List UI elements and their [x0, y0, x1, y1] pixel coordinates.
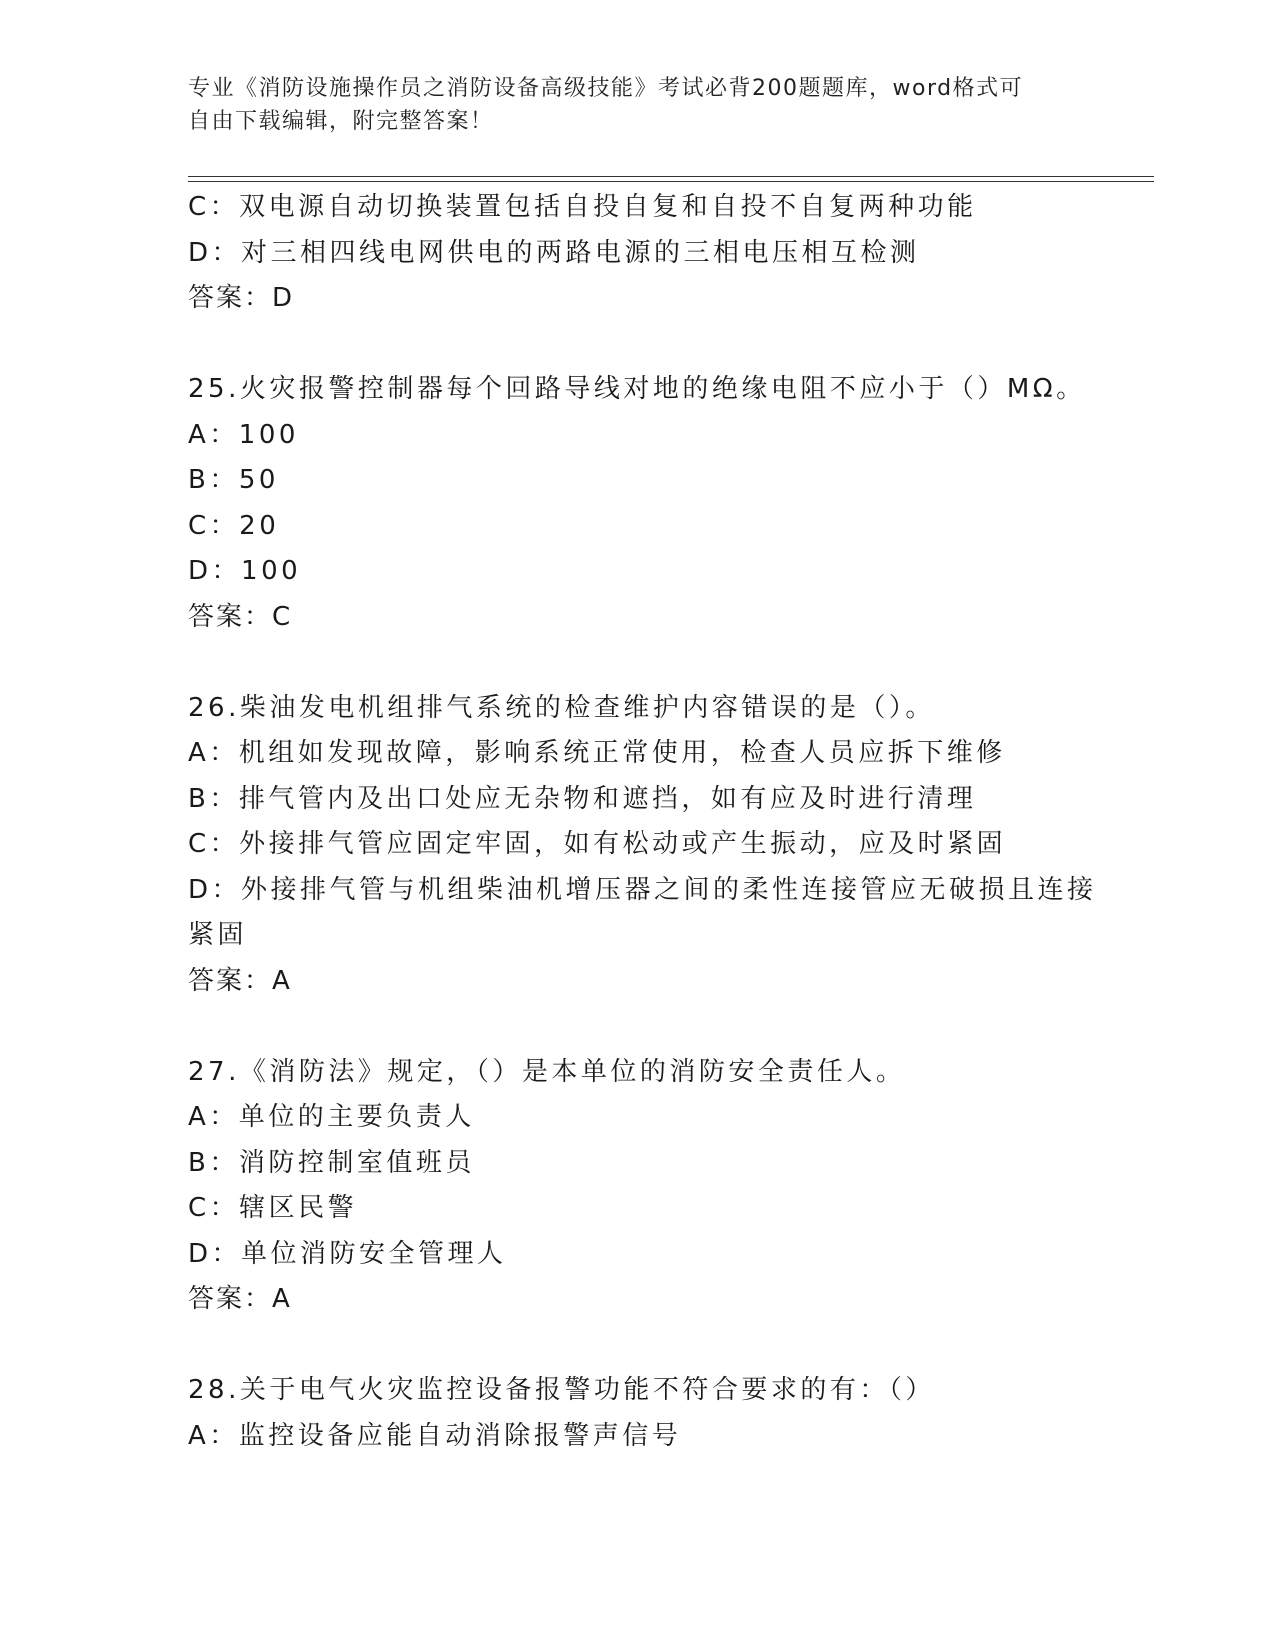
- option-c: C：双电源自动切换装置包括自投自复和自投不自复两种功能: [188, 192, 977, 222]
- question-stem: 27.《消防法》规定，（）是本单位的消防安全责任人。: [188, 1056, 906, 1087]
- header-line-1: 专业《消防设施操作员之消防设备高级技能》考试必背200题题库，word格式可: [188, 76, 1024, 101]
- question-list: [188, 185, 1097, 1459]
- question-block-25: [188, 367, 1088, 640]
- page-header: [188, 72, 1068, 138]
- question-block-26: [188, 686, 1097, 1005]
- answer-line: 答案：C: [188, 601, 293, 632]
- answer-line: 答案：A: [188, 965, 292, 996]
- option-a: A：100: [188, 419, 299, 450]
- answer-line: 答案：D: [188, 283, 295, 313]
- question-stem: 28.关于电气火灾监控设备报警功能不符合要求的有：（）: [188, 1375, 935, 1405]
- option-d: D：单位消防安全管理人: [188, 1238, 507, 1269]
- option-d-continuation: 紧固: [188, 920, 248, 950]
- option-c: C：20: [188, 510, 280, 541]
- spacer: [188, 322, 1088, 368]
- header-line-2: 自由下载编辑，附完整答案！: [188, 109, 494, 134]
- question-block-28: [188, 1368, 1088, 1459]
- option-b: B：排气管内及出口处应无杂物和遮挡，如有应及时进行清理: [188, 783, 977, 814]
- header-divider-top: [188, 176, 1154, 177]
- option-c: C：外接排气管应固定牢固，如有松动或产生振动，应及时紧固: [188, 829, 1007, 859]
- option-b: B：消防控制室值班员: [188, 1147, 475, 1178]
- header-divider-bottom: [188, 181, 1154, 182]
- option-a: A：监控设备应能自动消除报警声信号: [188, 1420, 682, 1451]
- spacer: [188, 1323, 1088, 1369]
- option-d: D：外接排气管与机组柴油机增压器之间的柔性连接管应无破损且连接: [188, 874, 1097, 905]
- option-d: D：100: [188, 556, 302, 586]
- spacer: [188, 1004, 1088, 1050]
- question-block-continued: [188, 185, 1088, 322]
- option-b: B：50: [188, 465, 279, 495]
- question-stem: 26.柴油发电机组排气系统的检查维护内容错误的是（）。: [188, 692, 935, 723]
- answer-line: 答案：A: [188, 1284, 292, 1314]
- option-a: A：机组如发现故障，影响系统正常使用，检查人员应拆下维修: [188, 738, 1006, 768]
- option-a: A：单位的主要负责人: [188, 1102, 475, 1132]
- option-c: C：辖区民警: [188, 1193, 358, 1223]
- option-d: D：对三相四线电网供电的两路电源的三相电压相互检测: [188, 237, 920, 268]
- question-stem: 25.火灾报警控制器每个回路导线对地的绝缘电阻不应小于（）MΩ。: [188, 374, 1086, 404]
- question-block-27: [188, 1050, 1088, 1323]
- spacer: [188, 640, 1088, 686]
